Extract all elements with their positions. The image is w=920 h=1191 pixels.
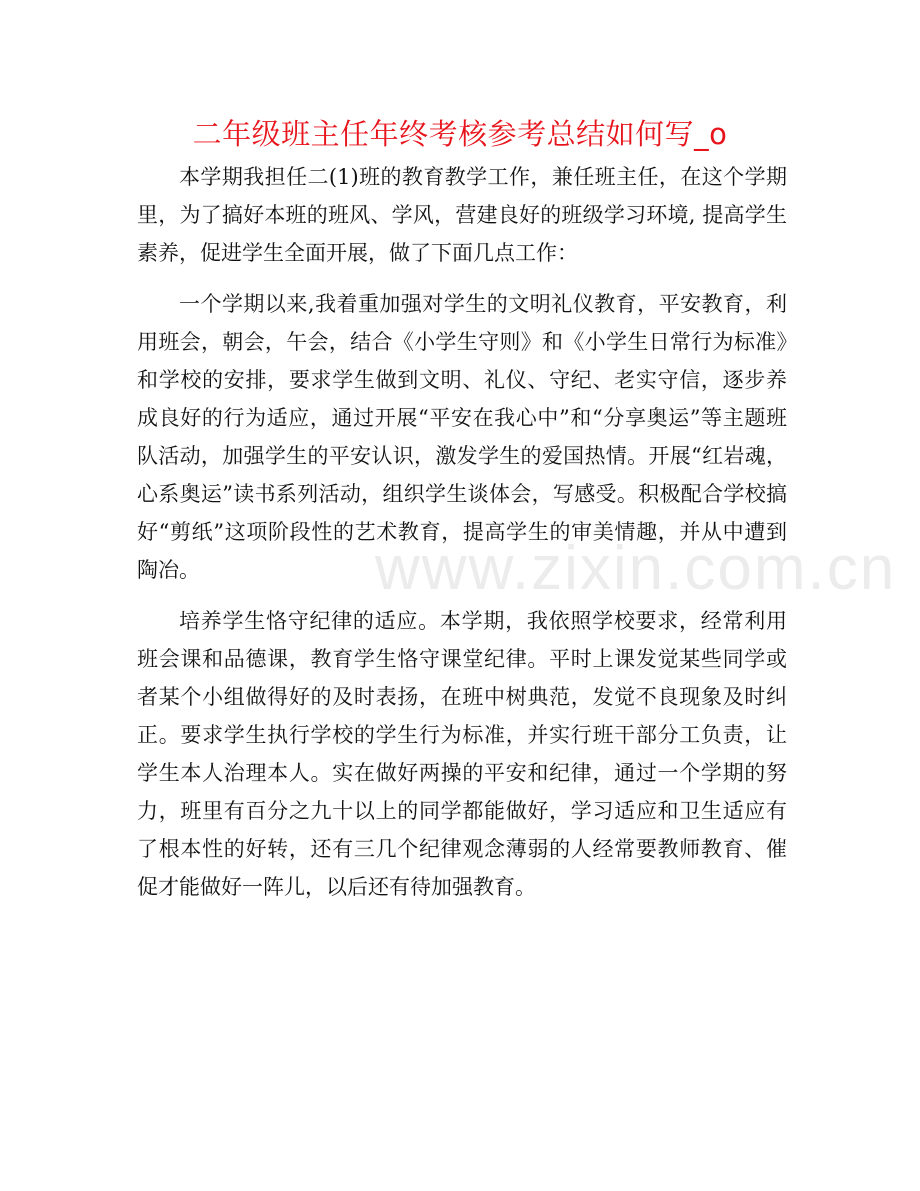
paragraph-2: 一个学期以来,我着重加强对学生的文明礼仪教育，平安教育，利用班会，朝会，午会，结合《小学生守则》和《小学生日常行为标准》和学校的安排，要求学生做到文明、礼仪、守纪、老实守信，逐步养成良好的行为适应，通过开展“平安在我心中”和“分享奥运”等主题班队活动，加强学生的平安认识，激发学生的爱国热情。开展“红岩魂，心系奥运”读书系列活动，组织学生谈体会，写感受。积极配合学校搞好“剪纸”这项阶段性的艺术教育，提高学生的审美情趣，并从中遭到陶冶。: [137, 292, 787, 582]
watermark: www.zixin.com.cn: [375, 534, 897, 603]
document-body: [137, 158, 787, 919]
paragraph-1: 本学期我担任二(1)班的教育教学工作，兼任班主任，在这个学期里，为了搞好本班的班风、学风，营建良好的班级学习环境, 提高学生素养，促进学生全面开展，做了下面几点工作：: [137, 165, 787, 265]
document-title: 二年级班主任年终考核参考总结如何写_o: [192, 117, 728, 151]
paragraph-3: 培养学生恪守纪律的适应。本学期，我依照学校要求，经常利用班会课和品德课，教育学生恪守课堂纪律。平时上课发觉某些同学或者某个小组做得好的及时表扬，在班中树典范，发觉不良现象及时纠正。要求学生执行学校的学生行为标准，并实行班干部分工负责，让学生本人治理本人。实在做好两操的平安和纪律，通过一个学期的努力，班里有百分之九十以上的同学都能做好，学习适应和卫生适应有了根本性的好转，还有三几个纪律观念薄弱的人经常要教师教育、催促才能做好一阵儿，以后还有待加强教育。: [137, 609, 787, 899]
